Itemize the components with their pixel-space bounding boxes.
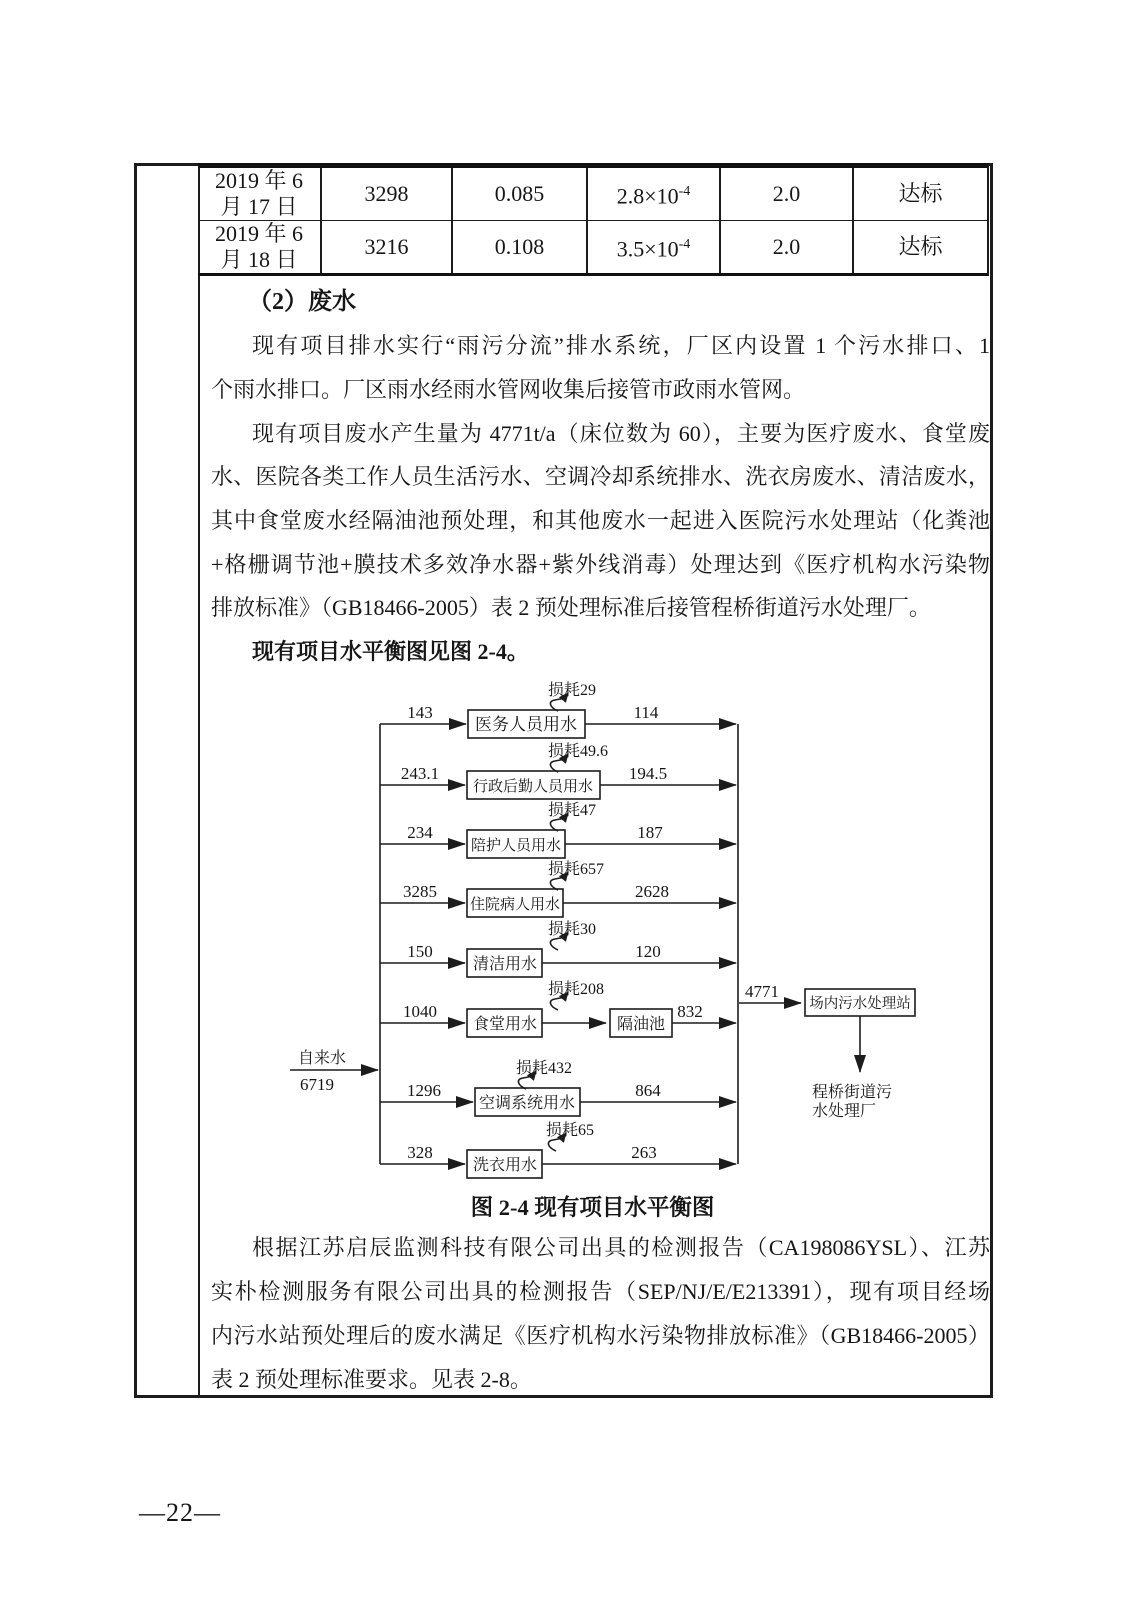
branch-in-value: 1040 xyxy=(403,1002,437,1021)
usage-box-label: 洗衣用水 xyxy=(472,1157,538,1174)
paragraph-line: 排放标准》（GB18466-2005）表 2 预处理标准后接管程桥街道污水处理厂。 xyxy=(211,595,931,620)
monitoring-table xyxy=(198,163,989,276)
usage-box-label: 医务人员用水 xyxy=(475,715,577,734)
water-balance-diagram xyxy=(280,655,960,1200)
usage-box-label: 住院病人用水 xyxy=(469,897,561,913)
usage-box-label: 食堂用水 xyxy=(472,1016,538,1033)
branch-out-value: 187 xyxy=(637,823,663,842)
loss-label: 损耗30 xyxy=(548,921,597,938)
date-line1: 2019 年 6 xyxy=(214,168,303,193)
table-row xyxy=(198,168,987,221)
branch-out-value: 2628 xyxy=(635,882,669,901)
loss-label: 损耗47 xyxy=(548,802,597,819)
cell-result: 达标 xyxy=(898,234,943,259)
section-heading: （2）废水 xyxy=(248,289,356,315)
loss-label: 损耗29 xyxy=(548,682,597,699)
loss-label: 损耗432 xyxy=(516,1060,573,1077)
cell-result: 达标 xyxy=(854,168,987,221)
cell-date xyxy=(198,221,322,273)
treatment-station-label: 场内污水处理站 xyxy=(809,996,911,1012)
date-line1: 2019 年 6 xyxy=(214,221,303,246)
loss-label: 损耗49.6 xyxy=(548,743,609,760)
usage-box-label: 空调系统用水 xyxy=(478,1095,576,1112)
loss-label: 损耗65 xyxy=(546,1122,595,1139)
paragraph-line: 实朴检测服务有限公司出具的检测报告（SEP/NJ/E/E213391），现有项目经场 xyxy=(211,1279,990,1304)
branch-in-value: 143 xyxy=(407,703,433,722)
source-value: 6719 xyxy=(300,1075,334,1094)
cell-value1: 0.085 xyxy=(453,168,588,221)
paragraph-line: 其中食堂废水经隔油池预处理，和其他废水一起进入医院污水处理站（化粪池 xyxy=(211,508,990,533)
branch-out-value: 114 xyxy=(633,703,659,722)
grease-trap-label: 隔油池 xyxy=(616,1016,666,1033)
paragraph-line: 水、医院各类工作人员生活污水、空调冷却系统排水、洗衣房废水、清洁废水， xyxy=(211,464,990,489)
usage-box-label: 清洁用水 xyxy=(472,956,538,973)
figure-reference-line: 现有项目水平衡图见图 2-4。 xyxy=(252,639,529,664)
plant-label-line1: 程桥街道污 xyxy=(812,1084,893,1101)
branch-in-value: 243.1 xyxy=(400,764,440,783)
total-out-value: 4771 xyxy=(745,982,779,1001)
date-line2: 月 18 日 xyxy=(220,247,298,272)
paragraph-line: +格栅调节池+膜技术多效净水器+紫外线消毒）处理达到《医疗机构水污染物 xyxy=(211,552,990,577)
branch-out-value: 194.5 xyxy=(628,764,668,783)
branch-in-value: 234 xyxy=(407,823,433,842)
paragraph-line: 现有项目废水产生量为 4771t/a（床位数为 60），主要为医疗废水、食堂废 xyxy=(252,421,990,446)
date-line2: 月 17 日 xyxy=(220,194,298,219)
branch-in-value: 150 xyxy=(407,942,433,961)
branch-in-value: 3285 xyxy=(403,882,437,901)
branch-out-value: 864 xyxy=(635,1081,661,1100)
branch-in-value: 328 xyxy=(407,1143,433,1162)
cell-value2: $3.5\times 10^{-4}$ xyxy=(588,221,721,273)
paragraph-line: 表 2 预处理标准要求。见表 2-8。 xyxy=(211,1367,532,1392)
cell-value1: 0.108 xyxy=(453,221,588,273)
paragraph-line: 现有项目排水实行“雨污分流”排水系统，厂区内设置 1 个污水排口、1 xyxy=(252,333,990,358)
cell-value3: 2.0 xyxy=(721,168,854,221)
source-label: 自来水 xyxy=(298,1050,347,1067)
figure-caption: 图 2-4 现有项目水平衡图 xyxy=(470,1195,715,1220)
cell-value2: $2.8\times 10^{-4}$ xyxy=(588,168,721,221)
loss-label: 损耗657 xyxy=(548,861,605,878)
usage-box-label: 陪护人员用水 xyxy=(470,838,562,854)
branch-out-value: 120 xyxy=(635,942,661,961)
usage-box-label: 行政后勤人员用水 xyxy=(472,779,594,795)
branch-in-value: 1296 xyxy=(407,1081,441,1100)
page-number: —22— xyxy=(139,1498,221,1527)
branch-out-value: 263 xyxy=(631,1143,657,1162)
paragraph-line: 个雨水排口。厂区雨水经雨水管网收集后接管市政雨水管网。 xyxy=(211,377,806,402)
paragraph-line: 根据江苏启辰监测科技有限公司出具的检测报告（CA198086YSL）、江苏 xyxy=(252,1235,990,1260)
branch-out-value: 832 xyxy=(677,1002,703,1021)
loss-label: 损耗208 xyxy=(548,981,605,998)
plant-label-line2: 水处理厂 xyxy=(812,1103,877,1120)
cell-flow: 3298 xyxy=(322,168,453,221)
paragraph-line: 内污水站预处理后的废水满足《医疗机构水污染物排放标准》（GB18466-2005） xyxy=(211,1323,990,1348)
cell-date xyxy=(198,168,322,221)
cell-value3: 2.0 xyxy=(721,221,854,273)
cell-flow: 3216 xyxy=(322,221,453,273)
table-row xyxy=(198,221,987,273)
